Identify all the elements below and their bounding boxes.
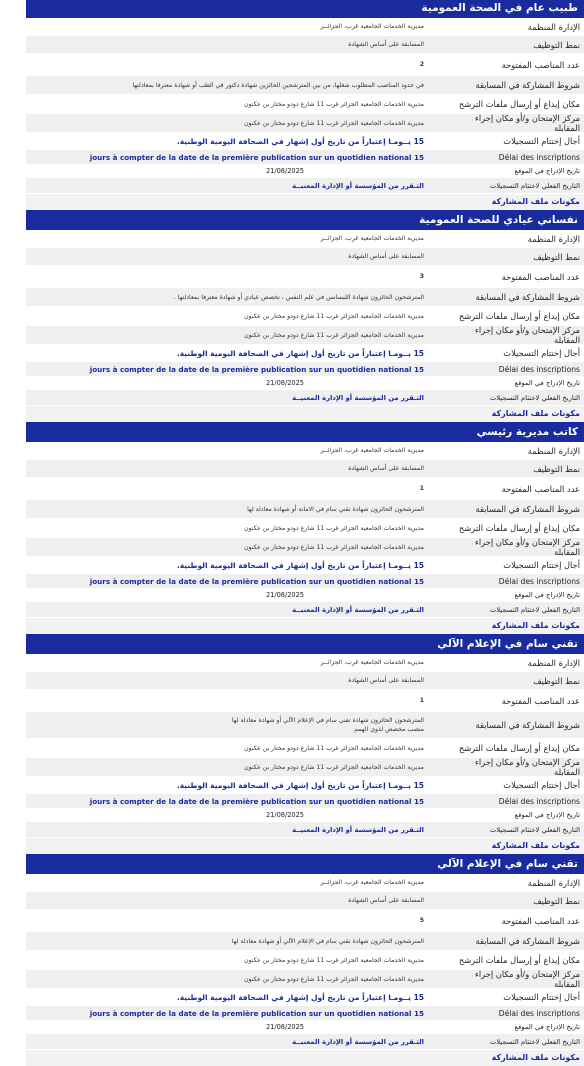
admin-value: مديرية الخدمات الجامعية غرب. الجزائــر: [26, 654, 454, 671]
deadline-ar-label: أجال إختتام التسجيلات: [503, 560, 580, 570]
exam-value: مديرية الخدمات الجامعية الجزائر غرب 11 شارع دودو مختار بن عكنون: [26, 970, 454, 988]
deadline-ar-value: 15 يــومـا إعتباراً من تاريخ أول إشهار في الصحافة اليومية الوطنية.: [26, 777, 454, 793]
closing-value: التـقرر من المؤسسة أو الإدارة المعنيــة: [26, 822, 454, 837]
job-offers-list: [26, 0, 584, 1066]
deadline-fr-value: 15 jours à compter de la date de la première publication sur un quotidien national: [26, 1006, 454, 1020]
posts-value: 5: [26, 910, 454, 931]
mode-value: المسابقة على أساس الشهادة: [26, 892, 454, 909]
admin-label: الإدارة المنظمة: [527, 657, 580, 668]
pub-date-value: 21/08/2025: [26, 165, 454, 177]
posts-value: 1: [26, 478, 454, 499]
deposit-value: مديرية الخدمات الجامعية الجزائر غرب 11 شارع دودو مختار بن عكنون: [26, 519, 454, 537]
conditions-extra: منصب مخصص لذوي الهمم: [354, 726, 424, 733]
job-card: [26, 634, 584, 854]
deposit-value: مديرية الخدمات الجامعية الجزائر غرب 11 شارع دودو مختار بن عكنون: [26, 95, 454, 113]
job-card: [26, 0, 584, 210]
components-link[interactable]: مكونات ملف المشاركة: [26, 1050, 584, 1066]
pub-date-label: تاريخ الإدراج في الموقع: [514, 591, 580, 599]
deadline-fr-value: 15 jours à compter de la date de la première publication sur un quotidien national: [26, 362, 454, 376]
admin-label: الإدارة المنظمة: [527, 233, 580, 244]
deadline-fr-label: Délai des inscriptions: [454, 794, 584, 808]
closing-label: التاريخ الفعلي لاختتام التسجيلات: [454, 822, 584, 837]
posts-label: عدد المناصب المفتوحة: [501, 271, 580, 282]
deadline-fr-label: Délai des inscriptions: [454, 574, 584, 588]
posts-value: 2: [26, 54, 454, 75]
deadline-ar-label: أجال إختتام التسجيلات: [503, 780, 580, 790]
deadline-fr-label: Délai des inscriptions: [454, 150, 584, 164]
admin-value: مديرية الخدمات الجامعية غرب. الجزائــر: [26, 230, 454, 247]
deadline-fr-value: 15 jours à compter de la date de la première publication sur un quotidien national: [26, 574, 454, 588]
closing-label: التاريخ الفعلي لاختتام التسجيلات: [454, 178, 584, 193]
conditions-text: المترشحون الحائزون شهادة تقني سام في الإعلام الآلي أو شهادة معادلة لها: [231, 717, 424, 724]
mode-value: المسابقة على أساس الشهادة: [26, 672, 454, 689]
mode-label: نمط التوظيف: [454, 248, 584, 265]
admin-label: الإدارة المنظمة: [527, 21, 580, 32]
deadline-fr-value: 15 jours à compter de la date de la première publication sur un quotidien national: [26, 150, 454, 164]
posts-label: عدد المناصب المفتوحة: [501, 915, 580, 926]
posts-value: 3: [26, 266, 454, 287]
closing-value: التـقرر من المؤسسة أو الإدارة المعنيــة: [26, 1034, 454, 1049]
mode-value: المسابقة على أساس الشهادة: [26, 248, 454, 265]
components-link[interactable]: مكونات ملف المشاركة: [26, 618, 584, 634]
posts-label: عدد المناصب المفتوحة: [501, 695, 580, 706]
conditions-label: شروط المشاركة في المسابقة: [454, 712, 584, 738]
mode-value: المسابقة على أساس الشهادة: [26, 36, 454, 53]
mode-label: نمط التوظيف: [454, 672, 584, 689]
pub-date-value: 21/08/2025: [26, 377, 454, 389]
deadline-ar-value: 15 يــومـا إعتباراً من تاريخ أول إشهار في الصحافة اليومية الوطنية.: [26, 989, 454, 1005]
closing-label: التاريخ الفعلي لاختتام التسجيلات: [454, 1034, 584, 1049]
deadline-ar-label: أجال إختتام التسجيلات: [503, 348, 580, 358]
posts-label: عدد المناصب المفتوحة: [501, 483, 580, 494]
admin-label: الإدارة المنظمة: [527, 445, 580, 456]
pub-date-value: 21/08/2025: [26, 1021, 454, 1033]
closing-value: التـقرر من المؤسسة أو الإدارة المعنيــة: [26, 390, 454, 405]
closing-value: التـقرر من المؤسسة أو الإدارة المعنيــة: [26, 178, 454, 193]
exam-label: مركز الإمتحان و/أو مكان إجراء المقابلة: [454, 538, 584, 556]
deposit-label: مكان إيداع أو إرسال ملفات الترشح: [458, 743, 580, 753]
deadline-ar-value: 15 يــومـا إعتباراً من تاريخ أول إشهار في الصحافة اليومية الوطنية.: [26, 133, 454, 149]
deposit-label: مكان إيداع أو إرسال ملفات الترشح: [458, 99, 580, 109]
deposit-label: مكان إيداع أو إرسال ملفات الترشح: [458, 311, 580, 321]
deadline-fr-label: Délai des inscriptions: [454, 362, 584, 376]
admin-value: مديرية الخدمات الجامعية غرب. الجزائــر: [26, 442, 454, 459]
mode-label: نمط التوظيف: [454, 892, 584, 909]
deposit-value: مديرية الخدمات الجامعية الجزائر غرب 11 شارع دودو مختار بن عكنون: [26, 307, 454, 325]
components-link[interactable]: مكونات ملف المشاركة: [26, 406, 584, 422]
pub-date-label: تاريخ الإدراج في الموقع: [514, 167, 580, 175]
conditions-value: المترشحون الحائزون شهادة تقني سام في الإعلام الآلي أو شهادة معادلة لها: [26, 932, 454, 950]
job-title: تقني سام في الإعلام الآلي: [26, 634, 584, 654]
mode-label: نمط التوظيف: [454, 36, 584, 53]
deposit-label: مكان إيداع أو إرسال ملفات الترشح: [458, 523, 580, 533]
job-card: [26, 422, 584, 634]
job-title: نفساني عيادي للصحة العمومية: [26, 210, 584, 230]
pub-date-value: 21/08/2025: [26, 589, 454, 601]
admin-value: مديرية الخدمات الجامعية غرب. الجزائــر: [26, 18, 454, 35]
exam-label: مركز الإمتحان و/أو مكان إجراء المقابلة: [454, 970, 584, 988]
job-card: [26, 210, 584, 422]
exam-label: مركز الإمتحان و/أو مكان إجراء المقابلة: [454, 758, 584, 776]
deadline-ar-value: 15 يــومـا إعتباراً من تاريخ أول إشهار في الصحافة اليومية الوطنية.: [26, 345, 454, 361]
pub-date-label: تاريخ الإدراج في الموقع: [514, 1023, 580, 1031]
closing-label: التاريخ الفعلي لاختتام التسجيلات: [454, 602, 584, 617]
components-link[interactable]: مكونات ملف المشاركة: [26, 838, 584, 854]
exam-value: مديرية الخدمات الجامعية الجزائر غرب 11 شارع دودو مختار بن عكنون: [26, 758, 454, 776]
exam-value: مديرية الخدمات الجامعية الجزائر غرب 11 شارع دودو مختار بن عكنون: [26, 326, 454, 344]
posts-label: عدد المناصب المفتوحة: [501, 59, 580, 70]
deposit-value: مديرية الخدمات الجامعية الجزائر غرب 11 شارع دودو مختار بن عكنون: [26, 951, 454, 969]
pub-date-value: 21/08/2025: [26, 809, 454, 821]
conditions-label: شروط المشاركة في المسابقة: [454, 288, 584, 306]
exam-value: مديرية الخدمات الجامعية الجزائر غرب 11 شارع دودو مختار بن عكنون: [26, 538, 454, 556]
exam-label: مركز الإمتحان و/أو مكان إجراء المقابلة: [454, 114, 584, 132]
conditions-label: شروط المشاركة في المسابقة: [454, 932, 584, 950]
deadline-fr-value: 15 jours à compter de la date de la première publication sur un quotidien national: [26, 794, 454, 808]
exam-label: مركز الإمتحان و/أو مكان إجراء المقابلة: [454, 326, 584, 344]
conditions-value: في حدود المناصب المطلوب شغلها، من بين المترشحين الحائزين شهادة دكتور في الطب أو شهادة معترفا بمعادلتها: [26, 76, 454, 94]
deposit-value: مديرية الخدمات الجامعية الجزائر غرب 11 شارع دودو مختار بن عكنون: [26, 739, 454, 757]
deadline-ar-value: 15 يــومـا إعتباراً من تاريخ أول إشهار في الصحافة اليومية الوطنية.: [26, 557, 454, 573]
deadline-ar-label: أجال إختتام التسجيلات: [503, 992, 580, 1002]
deposit-label: مكان إيداع أو إرسال ملفات الترشح: [458, 955, 580, 965]
deadline-fr-label: Délai des inscriptions: [454, 1006, 584, 1020]
job-title: طبيب عام في الصحة العمومية: [26, 0, 584, 18]
conditions-value: المترشحون الحائزون شهادة الليسانس في علم النفس ، تخصص عيادي أو شهادة معترفا بمعادلتها .: [26, 288, 454, 306]
mode-label: نمط التوظيف: [454, 460, 584, 477]
closing-value: التـقرر من المؤسسة أو الإدارة المعنيــة: [26, 602, 454, 617]
admin-value: مديرية الخدمات الجامعية غرب. الجزائــر: [26, 874, 454, 891]
closing-label: التاريخ الفعلي لاختتام التسجيلات: [454, 390, 584, 405]
pub-date-label: تاريخ الإدراج في الموقع: [514, 379, 580, 387]
deadline-ar-label: أجال إختتام التسجيلات: [503, 136, 580, 146]
conditions-label: شروط المشاركة في المسابقة: [454, 76, 584, 94]
pub-date-label: تاريخ الإدراج في الموقع: [514, 811, 580, 819]
conditions-value: [26, 712, 454, 738]
exam-value: مديرية الخدمات الجامعية الجزائر غرب 11 شارع دودو مختار بن عكنون: [26, 114, 454, 132]
admin-label: الإدارة المنظمة: [527, 877, 580, 888]
conditions-value: المترشحون الحائزون شهادة تقني سام في الامانة أو شهادة معادلة لها: [26, 500, 454, 518]
job-title: تقني سام في الإعلام الآلي: [26, 854, 584, 874]
mode-value: المسابقة على أساس الشهادة: [26, 460, 454, 477]
posts-value: 1: [26, 690, 454, 711]
job-title: كاتب مديرية رئيسي: [26, 422, 584, 442]
job-card: [26, 854, 584, 1066]
components-link[interactable]: مكونات ملف المشاركة: [26, 194, 584, 210]
conditions-label: شروط المشاركة في المسابقة: [454, 500, 584, 518]
